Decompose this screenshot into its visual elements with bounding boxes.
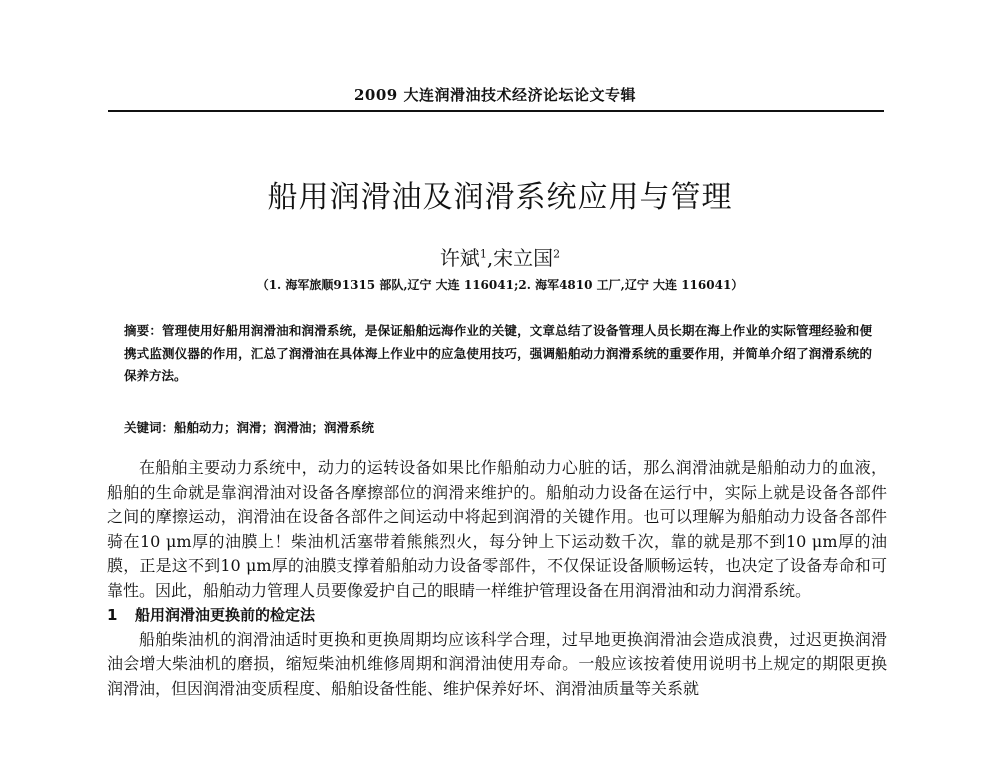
keywords xyxy=(124,418,872,436)
keywords-text: 船舶动力；润滑；润滑油；润滑系统 xyxy=(174,420,375,435)
header-rule xyxy=(108,110,884,112)
section-number: 1 xyxy=(107,606,118,624)
body-paragraph: 船舶柴油机的润滑油适时更换和更换周期均应该科学合理，过早地更换润滑油会造成浪费，过迟更换润滑油会增大柴油机的磨损，缩短柴油机维修周期和润滑油使用寿命。一般应该按着使用说明书上规定的期限更换润滑油，但因润滑油变质程度、船舶设备性能、维护保养好坏、润滑油质量等关系就 xyxy=(107,629,887,698)
author-name: 宋立国 xyxy=(493,246,554,270)
running-header: 2009 大连润滑油技术经济论坛论文专辑 xyxy=(354,86,636,104)
section-title: 船用润滑油更换前的检定法 xyxy=(135,606,316,624)
author-affiliation-mark: 1 xyxy=(479,247,487,261)
section-heading xyxy=(107,603,887,628)
body-text xyxy=(107,456,887,701)
author-name: 许斌 xyxy=(439,246,480,270)
abstract-label: 摘要： xyxy=(124,323,163,338)
keywords-label: 关键词： xyxy=(124,420,175,435)
abstract-text: 管理使用好船用润滑油和润滑系统，是保证船舶远海作业的关键，文章总结了设备管理人员长期在海上作业的实际管理经验和便携式监测仪器的作用，汇总了润滑油在具体海上作业中的应急使用技巧，强调船舶动力润滑系统的重要作用，并简单介绍了润滑系统的保养方法。 xyxy=(124,323,872,383)
affiliations: （1. 海军旅顺91315 部队,辽宁 大连 116041;2. 海军4810 工厂,辽宁 大连 116041） xyxy=(256,278,744,292)
author-separator: , xyxy=(486,246,494,270)
body-paragraph: 在船舶主要动力系统中，动力的运转设备如果比作船舶动力心脏的话，那么润滑油就是船舶动力的血液，船舶的生命就是靠润滑油对设备各摩擦部位的润滑来维护的。船舶动力设备在运行中，实际上就是设备各部件之间的摩擦运动，润滑油在设备各部件之间运动中将起到润滑的关键作用。也可以理解为船舶动力设备各部件骑在10 μm厚的油膜上！柴油机活塞带着熊熊烈火，每分钟上下运动数千次，靠的就是那不到10 μm厚的油膜，正是这不到10 μm厚的油膜支撑着船舶动力设备零部件，不仅保证设备顺畅运转，也决定了设备寿命和可靠性。因此，船舶动力管理人员要像爱护自己的眼睛一样维护管理设备在用润滑油和动力润滑系统。 xyxy=(107,458,887,600)
author-line xyxy=(100,242,900,271)
paper-title: 船用润滑油及润滑系统应用与管理 xyxy=(267,180,733,215)
abstract xyxy=(124,320,872,388)
author-affiliation-mark: 2 xyxy=(553,247,561,261)
